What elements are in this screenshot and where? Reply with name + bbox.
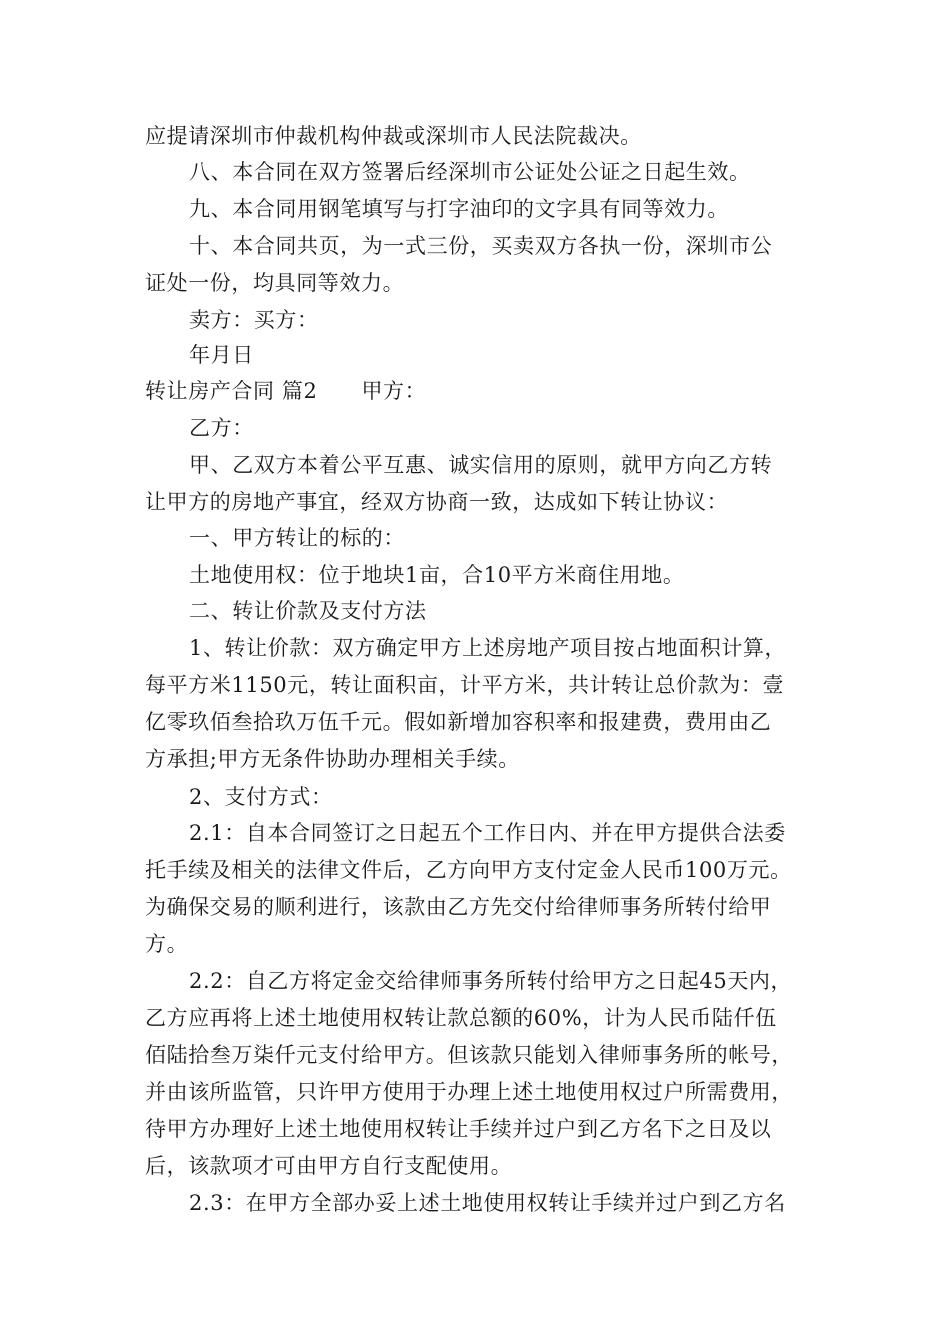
text-line: 2.3：在甲方全部办妥上述土地使用权转让手续并过户到乙方名 <box>189 1191 786 1215</box>
text-line: 乙方应再将上述土地使用权转让款总额的60%，计为人民币陆仟伍 <box>145 1006 777 1030</box>
party-a-label: 甲方： <box>361 379 427 403</box>
text-line: 1、转让价款：双方确定甲方上述房地产项目按占地面积计算， <box>189 636 787 660</box>
text-line: 应提请深圳市仲裁机构仲裁或深圳市人民法院裁决。 <box>145 124 642 148</box>
text-line: 八、本合同在双方签署后经深圳市公证处公证之日起生效。 <box>189 160 751 184</box>
text-line: 乙方： <box>189 416 254 440</box>
text-line: 一、甲方转让的标的： <box>189 526 405 550</box>
text-line: 土地使用权：位于地块1亩，合10平方米商住用地。 <box>189 563 685 587</box>
text-line: 每平方米1150元，转让面积亩，计平方米，共计转让总价款为：壹 <box>145 673 785 697</box>
text-line: 2、支付方式： <box>189 785 333 809</box>
text-line: 佰陆拾叁万柒仟元支付给甲方。但该款只能划入律师事务所的帐号， <box>145 1043 793 1067</box>
text-line: 后，该款项才可由甲方自行支配使用。 <box>145 1154 513 1178</box>
text-line: 2.1：自本合同签订之日起五个工作日内、并在甲方提供合法委 <box>189 821 786 845</box>
text-line: 卖方：买方： <box>189 308 319 332</box>
text-line: 为确保交易的顺利进行，该款由乙方先交付给律师事务所转付给甲 <box>145 895 772 919</box>
text-line: 并由该所监管，只许甲方使用于办理上述土地使用权过户所需费用， <box>145 1080 793 1104</box>
text-line: 九、本合同用钢笔填写与打字油印的文字具有同等效力。 <box>189 197 729 221</box>
section-heading: 转让房产合同 篇2 <box>145 379 318 403</box>
section-heading-line <box>145 376 426 406</box>
text-line: 甲、乙双方本着公平互惠、诚实信用的原则，就甲方向乙方转 <box>189 453 773 477</box>
text-line: 证处一份，均具同等效力。 <box>145 271 405 295</box>
text-line: 2.2：自乙方将定金交给律师事务所转付给甲方之日起45天内， <box>189 969 793 993</box>
text-line: 二、转让价款及支付方法 <box>189 599 427 623</box>
text-line: 方承担;甲方无条件协助办理相关手续。 <box>145 747 520 771</box>
text-line: 托手续及相关的法律文件后，乙方向甲方支付定金人民币100万元。 <box>145 858 792 882</box>
text-line: 待甲方办理好上述土地使用权转让手续并过户到乙方名下之日及以 <box>145 1117 772 1141</box>
text-line: 方。 <box>145 932 189 956</box>
text-line: 年月日 <box>189 343 254 367</box>
text-line: 亿零玖佰叁拾玖万伍千元。假如新增加容积率和报建费，费用由乙 <box>145 710 772 734</box>
text-line: 十、本合同共页，为一式三份，买卖双方各执一份，深圳市公 <box>189 234 773 258</box>
text-line: 让甲方的房地产事宜，经双方协商一致，达成如下转让协议： <box>145 490 729 514</box>
